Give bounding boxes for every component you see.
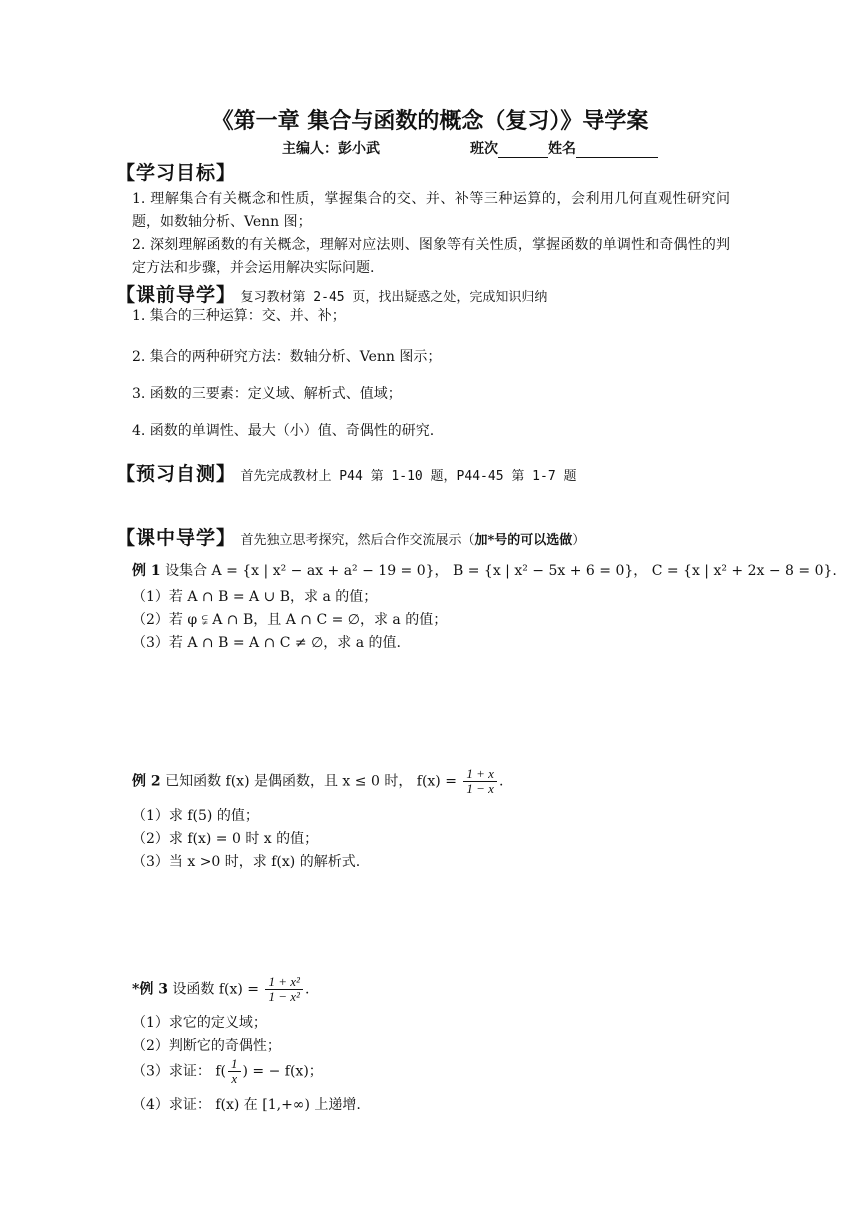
fraction-denominator: 1 − x² [268, 989, 300, 1004]
example-2-q1: （1）求 f(5) 的值； [132, 808, 259, 824]
class-name-line [470, 138, 658, 158]
example-3-q4: （4）求证： f(x) 在 [1,+∞) 上递增. [132, 1097, 361, 1113]
preview-item: 2. 集合的两种研究方法：数轴分析、Venn 图示； [132, 349, 442, 365]
fraction-numerator: 1 + x² [265, 975, 302, 990]
goal-item: 1. 理解集合有关概念和性质，掌握集合的交、并、补等三种运算的，会利用几何直观性研究问题，如数轴分析、Venn 图； [132, 191, 730, 230]
example-3-q3 [132, 1057, 323, 1086]
inclass-note [240, 533, 585, 548]
fraction-numerator: 1 [228, 1057, 241, 1072]
q3-prefix: （3）求证： f( [132, 1063, 227, 1080]
example-1-q3: （3）若 A ∩ B = A ∩ C ≠ ∅，求 a 的值. [132, 635, 401, 651]
example-3-text: 设函数 f(x) = [172, 981, 260, 998]
example-3-stem: *例 3 设函数 f(x) = $\frac{\text{1 + x²}}{\text{1 − x²}}$ . [132, 974, 310, 1004]
goal-item: 2. 深刻理解函数的有关概念，理解对应法则、图象等有关性质，掌握函数的单调性和奇偶性的判定方法和步骤，并会运用解决实际问题. [132, 237, 730, 276]
example-3-q1: （1）求它的定义域； [132, 1015, 267, 1031]
inclass-note-end: ） [572, 533, 586, 548]
preview-note: 复习教材第 2-45 页，找出疑惑之处，完成知识归纳 [240, 290, 548, 305]
example-2-q3: （3）当 x >0 时，求 f(x) 的解析式. [132, 854, 361, 870]
example-2-stem: 例 2 已知函数 f(x) 是偶函数，且 x ≤ 0 时， f(x) = $\frac{1 + x}{1 - x}$ . [132, 766, 504, 796]
fraction-denominator: x [231, 1071, 238, 1086]
section-heading-selftest: 【预习自测】 [116, 463, 237, 485]
class-blank [498, 143, 548, 158]
inclass-heading-row [116, 523, 585, 550]
example-1-q1: （1）若 A ∩ B = A ∪ B，求 a 的值； [132, 589, 378, 605]
example-2-fraction [463, 767, 497, 796]
section-heading-inclass: 【课中导学】 [116, 527, 237, 549]
example-2-q2: （2）求 f(x) = 0 时 x 的值； [132, 831, 319, 847]
section-heading-goals: 【学习目标】 [116, 162, 237, 184]
inclass-note-text: 首先独立思考探究，然后合作交流展示（ [240, 533, 475, 548]
selftest-heading-row [116, 459, 576, 486]
example-2-label: 例 2 [132, 773, 161, 790]
editor-line: 主编人：彭小武 [282, 141, 380, 157]
optional-note: 加*号的可以选做 [474, 533, 573, 548]
example-1-label: 例 1 [132, 563, 161, 579]
example-1-stem [132, 560, 837, 580]
preview-heading-row [116, 280, 547, 307]
name-blank [576, 143, 658, 158]
fraction-numerator: 1 + x [463, 767, 497, 782]
example-3-label: *例 3 [132, 981, 168, 998]
selftest-note: 首先完成教材上 P44 第 1-10 题，P44-45 第 1-7 题 [240, 469, 577, 484]
name-label: 姓名 [548, 141, 576, 157]
preview-item: 1. 集合的三种运算：交、并、补； [132, 308, 346, 324]
goals-list [132, 188, 730, 280]
preview-item: 4. 函数的单调性、最大（小）值、奇偶性的研究. [132, 423, 435, 439]
example-1-text: 设集合 A = {x | x² − ax + a² − 19 = 0}， B = {x | x² − 5x + 6 = 0}， C = {x | x² + 2x − 8 = 0}. [165, 563, 837, 579]
class-label: 班次 [470, 141, 498, 157]
example-3-fraction [265, 975, 302, 1004]
example-1-q2: （2）若 φ ⫋ A ∩ B，且 A ∩ C = ∅，求 a 的值； [132, 612, 448, 628]
page-title: 《第一章 集合与函数的概念（复习）》导学案 [211, 108, 649, 134]
section-heading-preview: 【课前导学】 [116, 284, 237, 306]
q3-suffix: ) = − f(x)； [242, 1063, 323, 1080]
q3-fraction [228, 1057, 241, 1086]
example-2-text: 已知函数 f(x) 是偶函数，且 x ≤ 0 时， f(x) = [165, 773, 457, 790]
fraction-denominator: 1 − x [466, 781, 494, 796]
preview-item: 3. 函数的三要素：定义域、解析式、值域； [132, 386, 402, 402]
example-3-q2: （2）判断它的奇偶性； [132, 1038, 281, 1054]
